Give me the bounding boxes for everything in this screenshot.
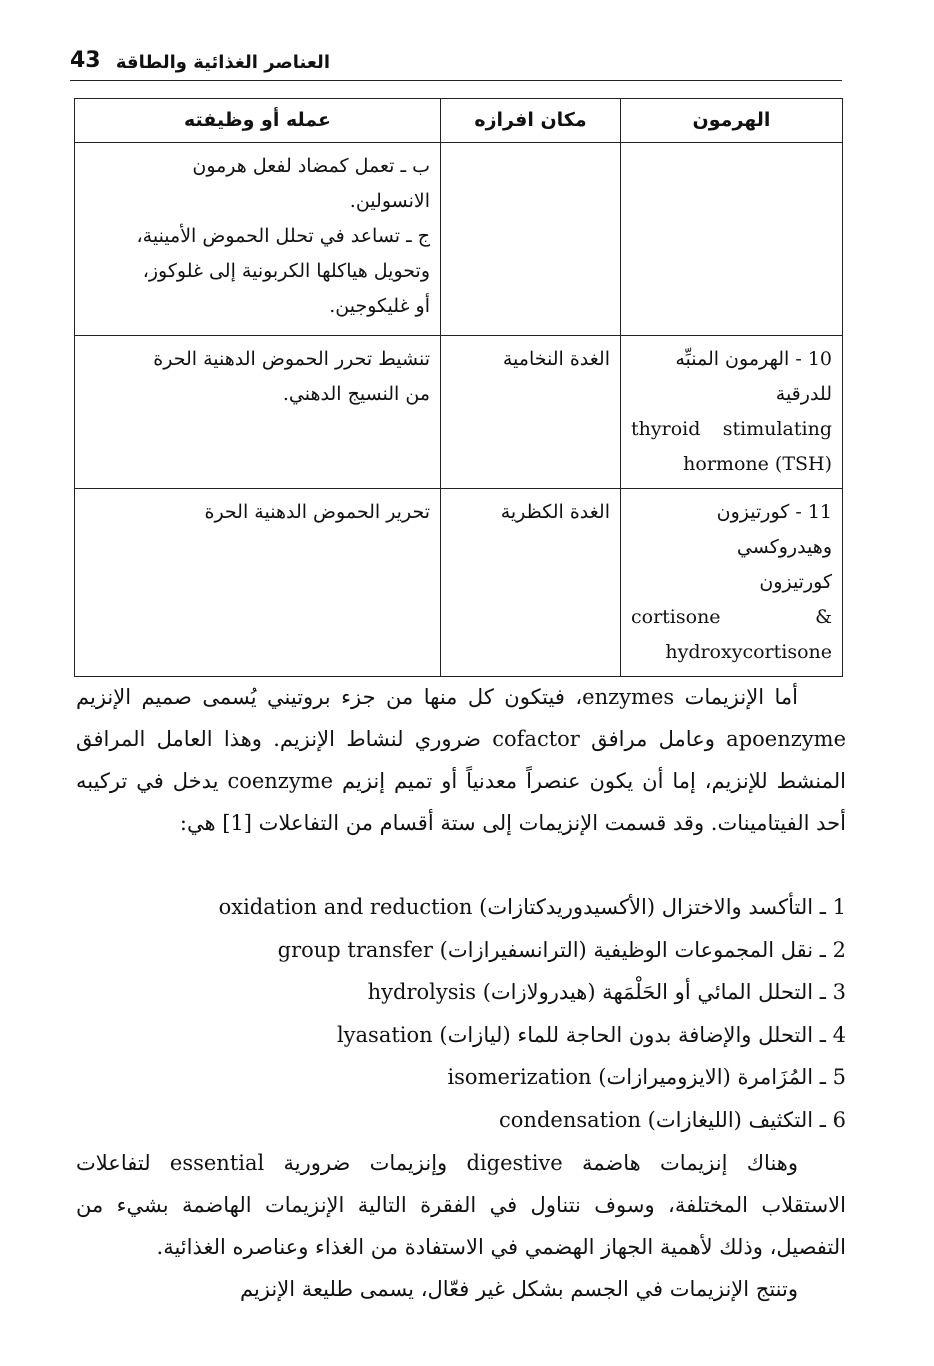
- item-english: oxidation and reduction: [218, 895, 473, 919]
- header-hormone: الهرمون: [621, 99, 843, 143]
- table-row: [75, 489, 843, 677]
- item-arabic: نقل المجموعات الوظيفية (الترانسفيرازات): [439, 937, 814, 962]
- paragraph-enzymes-intro: [76, 676, 846, 844]
- cell-place: الغدة النخامية: [441, 336, 621, 489]
- cell-hormone: [621, 489, 843, 677]
- item-number: 1 ـ: [819, 895, 846, 919]
- running-header: [70, 46, 842, 80]
- page-number: 43: [70, 48, 101, 73]
- item-arabic: التكثيف (الليغازات): [647, 1107, 814, 1132]
- chapter-title: العناصر الغذائية والطاقة: [115, 52, 330, 73]
- enzyme-classes-list: [146, 886, 846, 1141]
- item-arabic: التأكسد والاختزال (الأكسيدوريدكتازات): [479, 895, 814, 919]
- function-line: تنشيط تحرر الحموض الدهنية الحرة: [153, 348, 430, 370]
- hormones-table: [74, 98, 843, 677]
- hormone-name-ar: 11 - كورتيزون: [716, 501, 832, 523]
- item-number: 2 ـ: [819, 937, 846, 962]
- paragraph-text: وتنتج الإنزيمات في الجسم بشكل غير فعّال، يسمى طليعة الإنزيم: [240, 1277, 798, 1301]
- list-item: [146, 1014, 846, 1057]
- hormone-name-en: thyroid stimulating: [631, 418, 832, 440]
- header-function: عمله أو وظيفته: [75, 99, 441, 143]
- cell-place: [441, 143, 621, 336]
- cell-function: [75, 143, 441, 336]
- header-secretion-place: مكان افرازه: [441, 99, 621, 143]
- function-line: ب ـ تعمل كمضاد لفعل هرمون: [192, 155, 430, 177]
- hormone-name-en: hormone (TSH): [683, 453, 832, 475]
- function-line: الانسولين.: [349, 190, 430, 212]
- item-english: isomerization: [447, 1065, 592, 1089]
- function-line: أو غليكوجين.: [329, 295, 430, 317]
- function-line: من النسيج الدهني.: [282, 383, 430, 405]
- item-english: lyasation: [336, 1022, 433, 1047]
- cell-hormone: [621, 336, 843, 489]
- cell-place: الغدة الكظرية: [441, 489, 621, 677]
- table-row: [75, 336, 843, 489]
- hormone-name-ar: وهيدروكسي: [736, 536, 832, 558]
- paragraph-text: أما الإنزيمات enzymes، فيتكون كل منها من جزء بروتيني يُسمى صميم الإنزيم apoenzyme وعامل مرافق cofactor ضروري لنشاط الإنزيم. وهذا العامل المرافق المنشط للإنزيم، إما أن يكون عنصراً معدنياً أو تميم إنزيم coenzyme يدخل في تركيبه أحد الفيتامينات. وقد قسمت الإنزيمات إلى ستة أقسام من التفاعلات [1] هي:: [76, 685, 847, 835]
- paragraph-text: وهناك إنزيمات هاضمة digestive وإنزيمات ضرورية essential لتفاعلات الاستقلاب المختلفة، وسوف نتناول في الفقرة التالية الإنزيمات الهاضمة بشيء من التفصيل، وذلك لأهمية الجهاز الهضمي في الاستفادة من الغذاء وعناصره الغذائية.: [76, 1151, 846, 1259]
- list-item: [146, 1099, 846, 1142]
- item-arabic: المُزَامرة (الايزوميرازات): [598, 1065, 814, 1089]
- item-number: 6 ـ: [819, 1107, 846, 1132]
- hormone-name-ar: 10 - الهرمون المنبِّه: [675, 348, 832, 370]
- list-item: [146, 971, 846, 1014]
- item-arabic: التحلل المائي أو الحَلْمَهة (هيدرولازات): [482, 980, 814, 1004]
- list-item: [146, 886, 846, 929]
- item-english: hydrolysis: [367, 980, 476, 1004]
- item-english: group transfer: [277, 937, 433, 962]
- cell-function: [75, 336, 441, 489]
- list-item: [146, 1056, 846, 1099]
- cell-hormone: [621, 143, 843, 336]
- hormone-name-ar: للدرقية: [775, 383, 832, 405]
- item-number: 3 ـ: [819, 980, 846, 1004]
- item-number: 4 ـ: [819, 1022, 846, 1047]
- item-number: 5 ـ: [819, 1065, 846, 1089]
- table-header-row: [75, 99, 843, 143]
- cell-function: [75, 489, 441, 677]
- item-english: condensation: [499, 1107, 641, 1132]
- hormone-name-ar: كورتيزون: [759, 571, 832, 593]
- function-line: ج ـ تساعد في تحلل الحموض الأمينية،: [136, 225, 430, 247]
- function-line: وتحويل هياكلها الكربونية إلى غلوكوز،: [142, 260, 430, 282]
- hormone-name-en: cortisone &: [631, 606, 832, 628]
- paragraph-digestive-enzymes: [76, 1142, 846, 1268]
- table-row: [75, 143, 843, 336]
- list-item: [146, 929, 846, 972]
- paragraph-proenzyme: [76, 1268, 846, 1310]
- hormone-name-en: hydroxycortisone: [665, 641, 832, 663]
- function-line: تحرير الحموض الدهنية الحرة: [204, 501, 430, 523]
- header-rule: [70, 80, 842, 81]
- item-arabic: التحلل والإضافة بدون الحاجة للماء (ليازات): [439, 1022, 814, 1047]
